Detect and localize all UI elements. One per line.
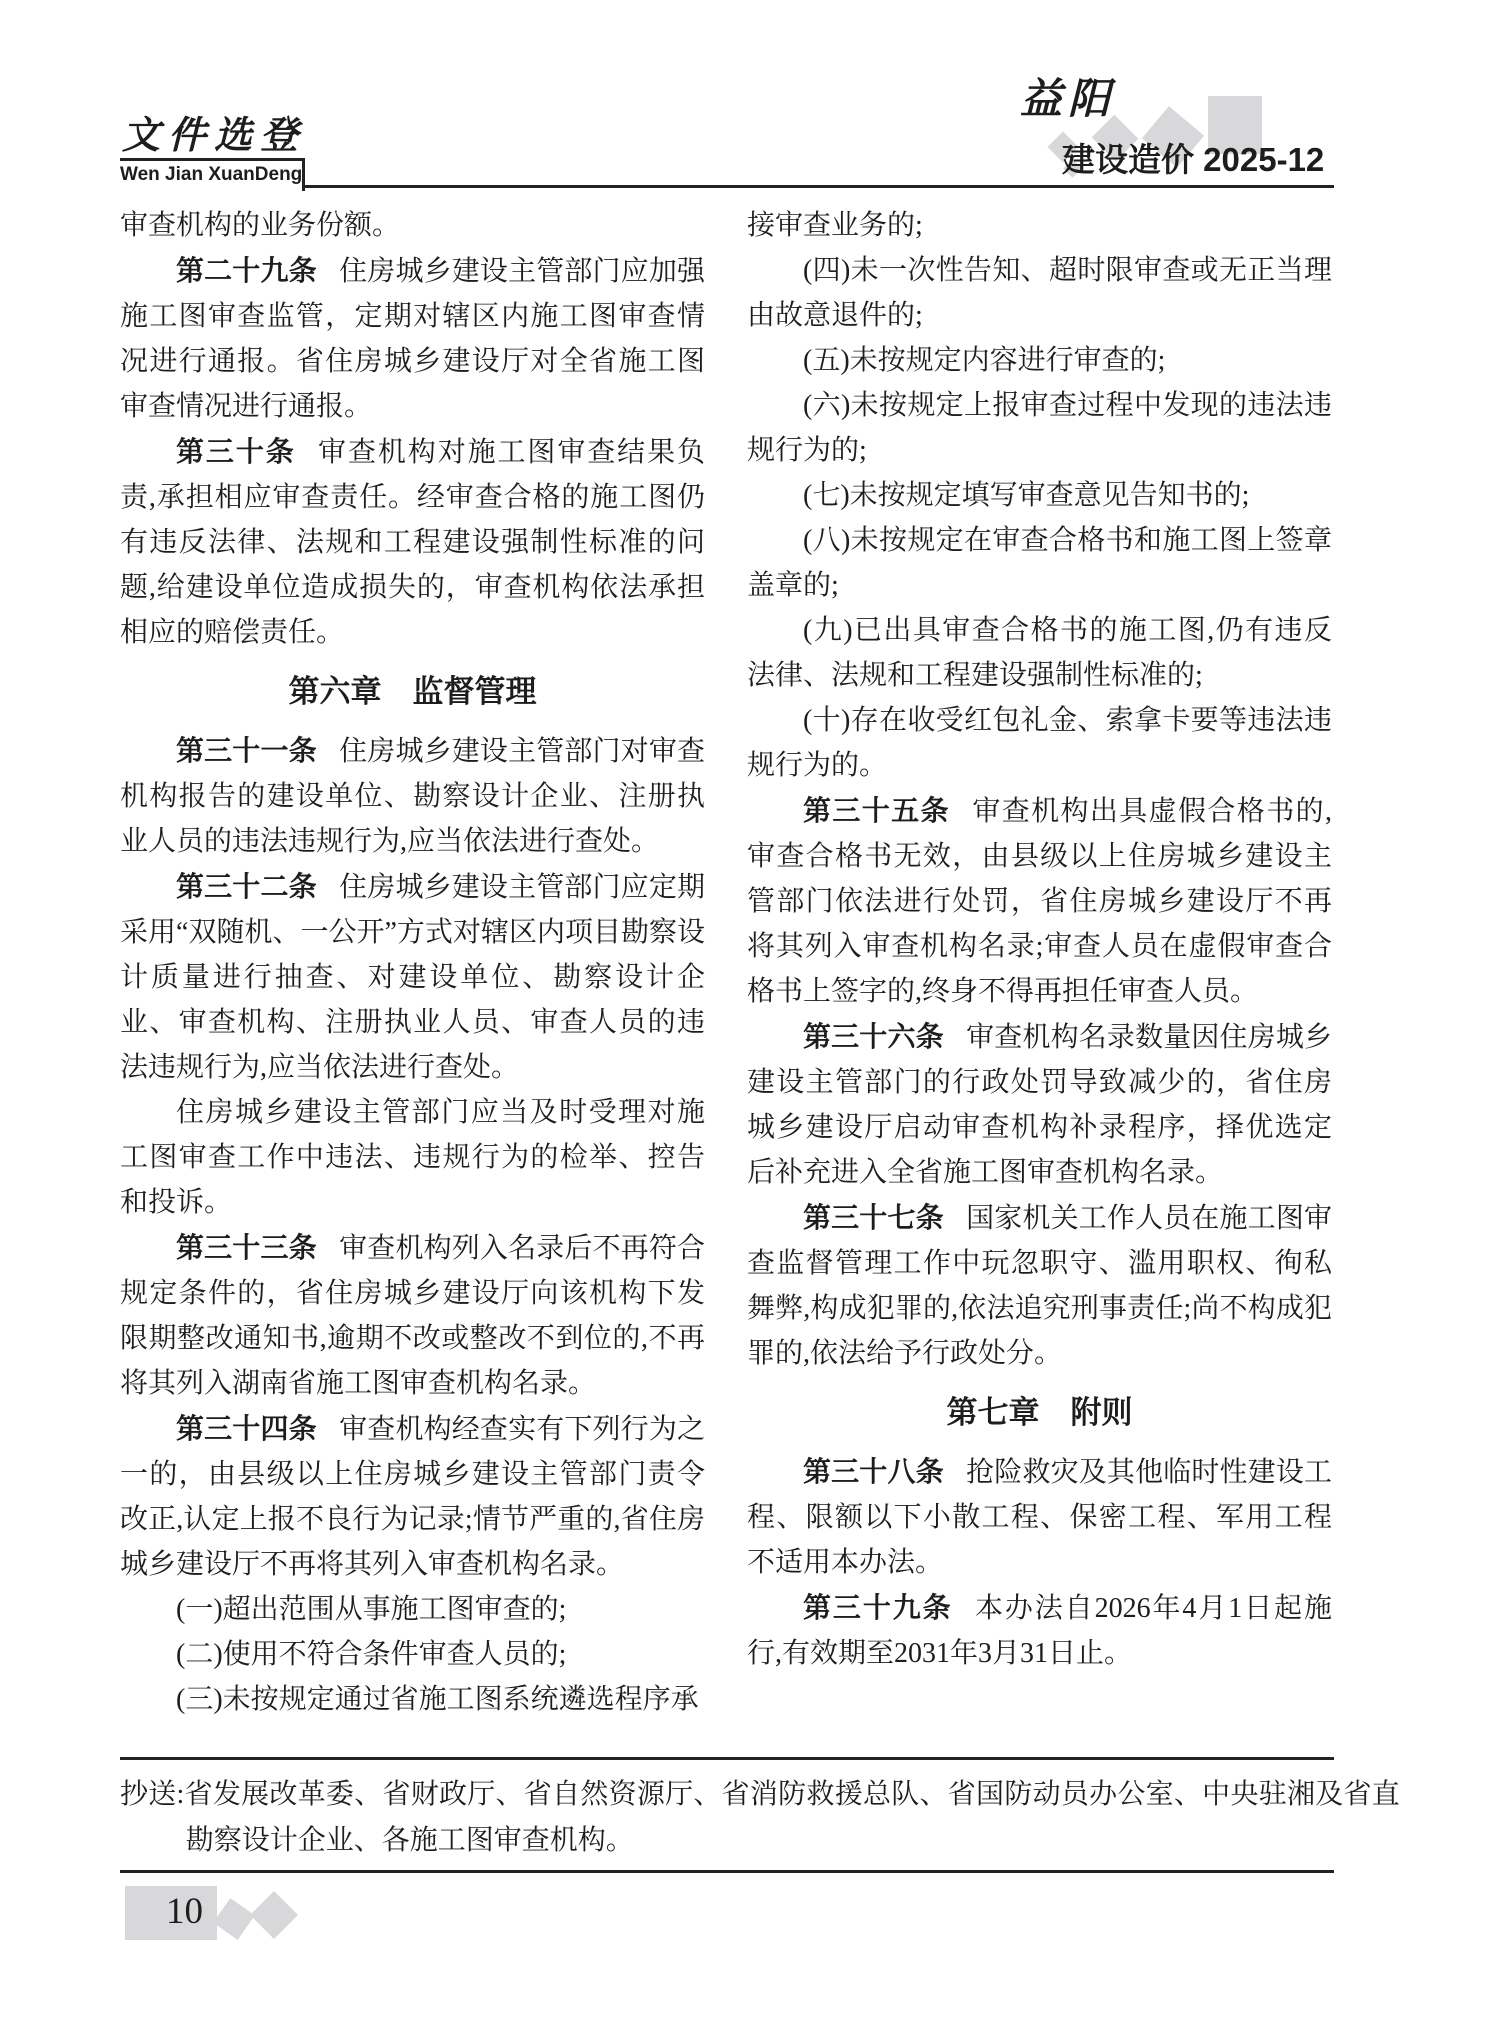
- column-title-pinyin: Wen Jian XuanDeng: [120, 164, 303, 185]
- chapter-heading: 第七章 附则: [946, 1395, 1133, 1430]
- paragraph-text: 审查机构对施工图审查结果负责,承担相应审查责任。经审查合格的施工图仍有违反法律、法规和工程建设强制性标准的问题,给建设单位造成损失的，审查机构依法承担相应的赔偿责任。: [120, 437, 705, 648]
- paragraph-text: 住房城乡建设主管部门对审查机构报告的建设单位、勘察设计企业、注册执业人员的违法违规行为,应当依法进行查处。: [120, 736, 705, 857]
- paragraph: 住房城乡建设主管部门应当及时受理对施工图审查工作中违法、违规行为的检举、控告和投诉。: [120, 1097, 705, 1218]
- paragraph: [120, 248, 705, 429]
- list-item: (九)已出具审查合格书的施工图,仍有违反法律、法规和工程建设强制性标准的;: [747, 615, 1332, 691]
- paragraph-text: 本办法自2026年4月1日起施行,有效期至2031年3月31日止。: [747, 1593, 1332, 1669]
- cc-note: 抄送:省发展改革委、省财政厅、省自然资源厅、省消防救援总队、省国防动员办公室、中央驻湘及省直勘察设计企业、各施工图审查机构。: [120, 1779, 1400, 1856]
- paragraph: [120, 728, 705, 864]
- paragraph-text: 审查机构出具虚假合格书的,审查合格书无效，由县级以上住房城乡建设主管部门依法进行处罚，省住房城乡建设厅不再将其列入审查机构名录;审查人员在虚假审查合格书上签字的,终身不得再担任审查人员。: [747, 796, 1332, 1007]
- footer-rule-top: [120, 1757, 1334, 1760]
- paragraph-text: 住房城乡建设主管部门应定期采用“双随机、一公开”方式对辖区内项目勘察设计质量进行抽查、对建设单位、勘察设计企业、审查机构、注册执业人员、审查人员的违法违规行为,应当依法进行查处。: [120, 872, 705, 1083]
- paragraph: [120, 1406, 705, 1587]
- article-number: 第三十八条: [803, 1456, 944, 1487]
- column-title: 文件选登: [122, 112, 307, 157]
- list-item: (四)未一次性告知、超时限审查或无正当理由故意退件的;: [747, 255, 1332, 331]
- paragraph: 审查机构的业务份额。: [120, 210, 401, 241]
- list-item: (七)未按规定填写审查意见告知书的;: [803, 480, 1250, 511]
- document-body: [120, 203, 1332, 1722]
- page-number: 10: [166, 1891, 203, 1932]
- paragraph-text: 审查机构经查实有下列行为之一的，由县级以上住房城乡建设主管部门责令改正,认定上报不良行为记录;情节严重的,省住房城乡建设厅不再将其列入审查机构名录。: [120, 1414, 705, 1580]
- footer-rule-bottom: [120, 1870, 1334, 1873]
- paragraph-text: 住房城乡建设主管部门应加强施工图审查监管，定期对辖区内施工图审查情况进行通报。省住房城乡建设厅对全省施工图审查情况进行通报。: [120, 256, 705, 422]
- paragraph: [120, 864, 705, 1090]
- paragraph: [747, 1449, 1332, 1585]
- chapter-heading: 第六章 监督管理: [288, 674, 537, 709]
- paragraph: [747, 1195, 1332, 1376]
- paragraph: [747, 788, 1332, 1014]
- paragraph: [120, 1225, 705, 1406]
- column-title-box: [120, 158, 305, 191]
- list-item: (二)使用不符合条件审查人员的;: [176, 1639, 567, 1670]
- article-number: 第三十九条: [803, 1592, 953, 1623]
- paragraph: [747, 1014, 1332, 1195]
- paragraph: 接审查业务的;: [747, 210, 923, 241]
- list-item: (八)未按规定在审查合格书和施工图上签章盖章的;: [747, 525, 1332, 601]
- article-number: 第三十七条: [803, 1202, 944, 1233]
- article-number: 第三十四条: [176, 1413, 317, 1444]
- article-number: 第三十三条: [176, 1232, 317, 1263]
- article-number: 第三十二条: [176, 871, 317, 902]
- header-rule: [302, 185, 1334, 188]
- list-item: (五)未按规定内容进行审查的;: [803, 345, 1166, 376]
- article-number: 第三十六条: [803, 1021, 944, 1052]
- deco-diamond: [250, 1891, 298, 1939]
- article-number: 第三十一条: [176, 735, 317, 766]
- magazine-title: 建设造价 2025-12: [1062, 141, 1325, 178]
- paragraph-text: 抢险救灾及其他临时性建设工程、限额以下小散工程、保密工程、军用工程不适用本办法。: [747, 1457, 1332, 1578]
- paragraph: [120, 429, 705, 655]
- list-item: (三)未按规定通过省施工图系统遴选程序承: [176, 1684, 699, 1715]
- deco-diamond: [213, 1898, 255, 1940]
- list-item: (六)未按规定上报审查过程中发现的违法违规行为的;: [747, 390, 1332, 466]
- magazine-city: 益阳: [1020, 74, 1117, 123]
- paragraph-text: 审查机构列入名录后不再符合规定条件的，省住房城乡建设厅向该机构下发限期整改通知书,逾期不改或整改不到位的,不再将其列入湖南省施工图审查机构名录。: [120, 1233, 705, 1399]
- paragraph-text: 审查机构名录数量因住房城乡建设主管部门的行政处罚导致减少的，省住房城乡建设厅启动审查机构补录程序，择优选定后补充进入全省施工图审查机构名录。: [747, 1022, 1332, 1188]
- list-item: (十)存在收受红包礼金、索拿卡要等违法违规行为的。: [747, 705, 1332, 781]
- column-right: [747, 203, 1332, 1722]
- article-number: 第三十五条: [803, 795, 950, 826]
- article-number: 第二十九条: [176, 255, 317, 286]
- paragraph: [747, 1585, 1332, 1676]
- article-number: 第三十条: [176, 436, 296, 467]
- column-left: [120, 203, 705, 1722]
- list-item: (一)超出范围从事施工图审查的;: [176, 1594, 567, 1625]
- paragraph-text: 国家机关工作人员在施工图审查监督管理工作中玩忽职守、滥用职权、徇私舞弊,构成犯罪的,依法追究刑事责任;尚不构成犯罪的,依法给予行政处分。: [747, 1203, 1332, 1369]
